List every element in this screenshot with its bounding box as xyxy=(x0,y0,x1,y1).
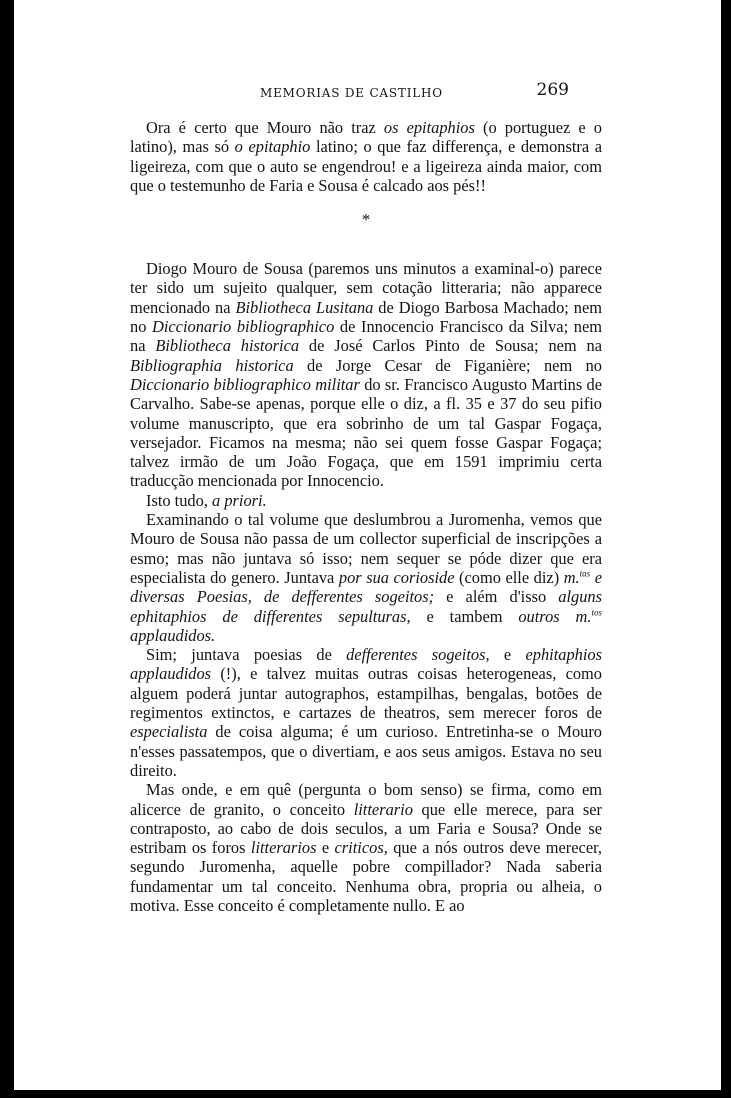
quoted-phrase: outros m.$^{tos}$ applaudidos. xyxy=(130,606,602,645)
running-head: MEMORIAS DE CASTILHO xyxy=(260,86,443,100)
page-number: 269 xyxy=(536,80,569,100)
italic-term: a priori. xyxy=(212,490,267,510)
paragraph-6: Mas onde, e em quê (pergunta o bom senso) se firma, como em alicerce de granito, o conceito litterario que elle merece, para ser contraposto, ao cabo de dois seculos, a um Faria e Sousa? Onde se estribam os foros litterarios e criticos, que a nós outros deve merecer, segundo Juromenha, aquelle pobre compillador? Nada saberia fundamentar um tal conceito. Nenhuma obra, propria ou alheia, o motiva. Esse conceito é completamente nullo. E ao xyxy=(130,780,602,915)
book-title: Bibliotheca Lusitana xyxy=(235,297,374,317)
quoted-phrase: m.$^{tas}$ e diversas Poesias, de defferentes sogeitos; xyxy=(130,567,602,607)
book-title: Diccionario bibliographico xyxy=(152,317,335,337)
quoted-phrase: alguns ephitaphios de differentes sepulturas, xyxy=(130,587,602,626)
quoted-phrase: defferentes sogeitos, xyxy=(346,645,490,665)
book-title: Bibliographia historica xyxy=(130,355,294,375)
body-text xyxy=(130,118,602,915)
italic-term: criticos, xyxy=(334,838,388,858)
section-separator: * xyxy=(361,210,371,230)
italic-term: especialista xyxy=(130,722,208,742)
quoted-phrase: ephitaphios applaudidos xyxy=(130,645,602,684)
paragraph-4: Examinando o tal volume que deslumbrou a Juromenha, vemos que Mouro de Sousa não passa de um collector superficial de inscripções a esmo; mas não juntava só isso; nem sequer se póde dizer que era especialista do genero. Juntava por sua corioside (como elle diz) m.$^{tas}$ e diversas Poesias, de defferentes sogeitos; e além d'isso alguns ephitaphios de differentes sepulturas, e tambem outros m.$^{tos}$ applaudidos. xyxy=(130,510,602,645)
italic-term: os epitaphios xyxy=(383,118,475,137)
quoted-phrase: por sua corioside xyxy=(338,567,455,587)
book-title: Bibliotheca historica xyxy=(155,336,300,356)
page-header xyxy=(254,80,569,104)
book-title: Diccionario bibliographico militar xyxy=(130,374,360,394)
paragraph-3: Isto tudo, a priori. xyxy=(146,490,267,510)
italic-term: o epitaphio xyxy=(234,137,311,157)
paragraph-5: Sim; juntava poesias de defferentes sogeitos, e ephitaphios applaudidos (!), e talvez muitas outras coisas heterogeneas, como alguem poderá juntar autographos, estampilhas, bengalas, botões de regimentos extinctos, e cartazes de theatros, sem merecer foros de especialista de coisa alguma; é um curioso. Entretinha-se o Mouro n'esses passatempos, que o divertiam, e aos seus amigos. Estava no seu direito. xyxy=(130,645,602,780)
paragraph-1: Ora é certo que Mouro não traz os epitaphios (o portuguez e o latino), mas só o epitaphio latino; o que faz differença, e demonstra a ligeireza, com que o auto se engendrou! e a ligeireza ainda maior, com que o testemunho de Faria e Sousa é calcado aos pés!! xyxy=(130,118,602,195)
italic-term: litterario xyxy=(353,799,413,819)
paragraph-2: Diogo Mouro de Sousa (paremos uns minutos a examinal-o) parece ter sido um sujeito qualquer, sem cotação litteraria; não apparece mencionado na Bibliotheca Lusitana de Diogo Barbosa Machado; nem no Diccionario bibliographico de Innocencio Francisco da Silva; nem na Bibliotheca historica de José Carlos Pinto de Sousa; nem na Bibliographia historica de Jorge Cesar de Figanière; nem no Diccionario bibliographico militar do sr. Francisco Augusto Martins de Carvalho. Sabe-se apenas, porque elle o diz, a fl. 35 e 37 do seu pifio volume manuscripto, que era sobrinho de um tal Gaspar Fogaça, versejador. Ficamos na mesma; não sei quem fosse Gaspar Fogaça; talvez irmão de um João Fogaça, que em 1591 imprimiu certa traducção mencionada por Innocencio. xyxy=(130,259,602,491)
italic-term: litterarios xyxy=(250,838,317,858)
